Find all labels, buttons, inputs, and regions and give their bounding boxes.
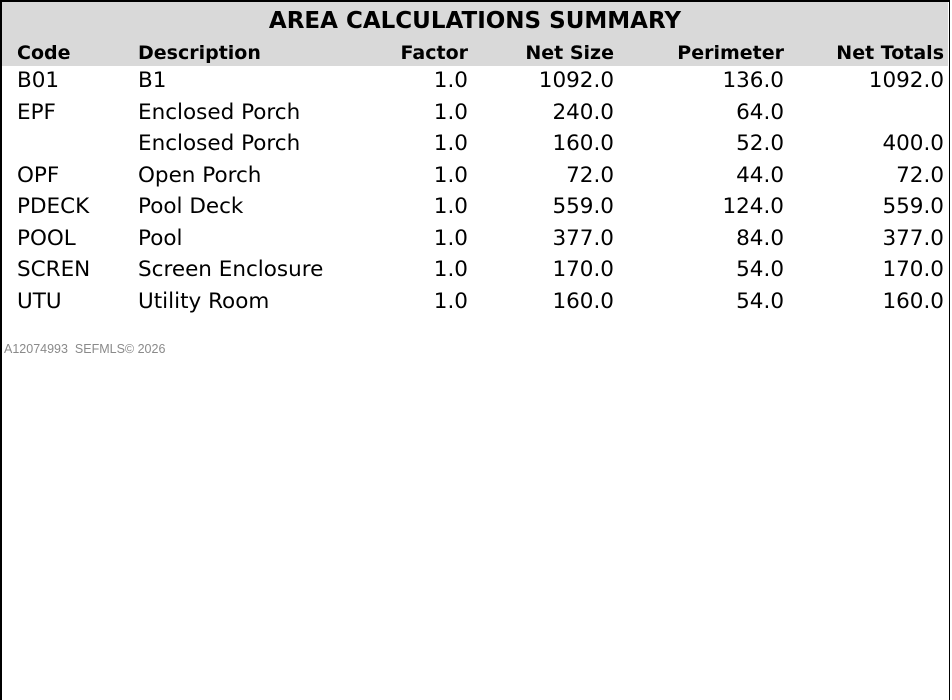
cell-perimeter: 54.0 [736, 288, 784, 314]
cell-description: B1 [138, 68, 167, 93]
cell-net-total: 400.0 [882, 131, 944, 156]
cell-net-size: 1092.0 [538, 68, 614, 93]
cell-net-size: 160.0 [552, 131, 614, 156]
column-header-factor: Factor [400, 42, 468, 64]
page-title: AREA CALCULATIONS SUMMARY [268, 8, 682, 34]
cell-factor: 1.0 [433, 288, 468, 314]
column-header-perimeter: Perimeter [677, 42, 784, 64]
cell-code: POOL [17, 225, 76, 251]
cell-perimeter: 44.0 [736, 162, 784, 188]
cell-net-size: 559.0 [552, 194, 614, 219]
cell-code: OPF [17, 162, 60, 188]
cell-code: UTU [17, 288, 62, 314]
cell-net-total: 170.0 [882, 257, 944, 282]
cell-perimeter: 64.0 [736, 99, 784, 125]
cell-description: Open Porch [138, 162, 262, 188]
cell-net-total: 377.0 [882, 225, 944, 251]
cell-description: Utility Room [138, 288, 270, 314]
cell-factor: 1.0 [433, 257, 468, 282]
cell-description: Pool Deck [138, 194, 244, 219]
cell-net-total: 72.0 [896, 162, 944, 188]
copyright-footer: A12074993 SEFMLS© 2026 [4, 342, 166, 356]
cell-code: B01 [17, 68, 60, 93]
cell-description: Screen Enclosure [138, 257, 324, 282]
cell-factor: 1.0 [433, 99, 468, 125]
cell-perimeter: 52.0 [736, 131, 784, 156]
cell-net-total: 160.0 [882, 288, 944, 314]
cell-net-size: 160.0 [552, 288, 614, 314]
cell-factor: 1.0 [433, 68, 468, 93]
cell-description: Pool [138, 225, 183, 251]
column-header-net-size: Net Size [525, 42, 614, 64]
cell-net-size: 72.0 [566, 162, 614, 188]
cell-net-size: 377.0 [552, 225, 614, 251]
cell-net-total: 559.0 [882, 194, 944, 219]
cell-net-total [790, 98, 944, 128]
cell-factor: 1.0 [433, 194, 468, 219]
column-header-code: Code [17, 42, 71, 64]
cell-perimeter: 136.0 [722, 68, 784, 93]
cell-factor: 1.0 [433, 131, 468, 156]
column-header-description: Description [138, 42, 261, 64]
cell-factor: 1.0 [433, 162, 468, 188]
cell-net-size: 170.0 [552, 257, 614, 282]
cell-net-total: 1092.0 [868, 68, 944, 93]
cell-code: PDECK [17, 194, 90, 219]
cell-perimeter: 54.0 [736, 257, 784, 282]
cell-code [17, 129, 127, 159]
column-header-net-totals: Net Totals [836, 42, 944, 64]
cell-net-size: 240.0 [552, 99, 614, 125]
cell-description: Enclosed Porch [138, 99, 301, 125]
cell-perimeter: 84.0 [736, 225, 784, 251]
cell-description: Enclosed Porch [138, 131, 301, 156]
cell-factor: 1.0 [433, 225, 468, 251]
cell-code: SCREN [17, 257, 91, 282]
cell-perimeter: 124.0 [722, 194, 784, 219]
cell-code: EPF [17, 99, 56, 125]
